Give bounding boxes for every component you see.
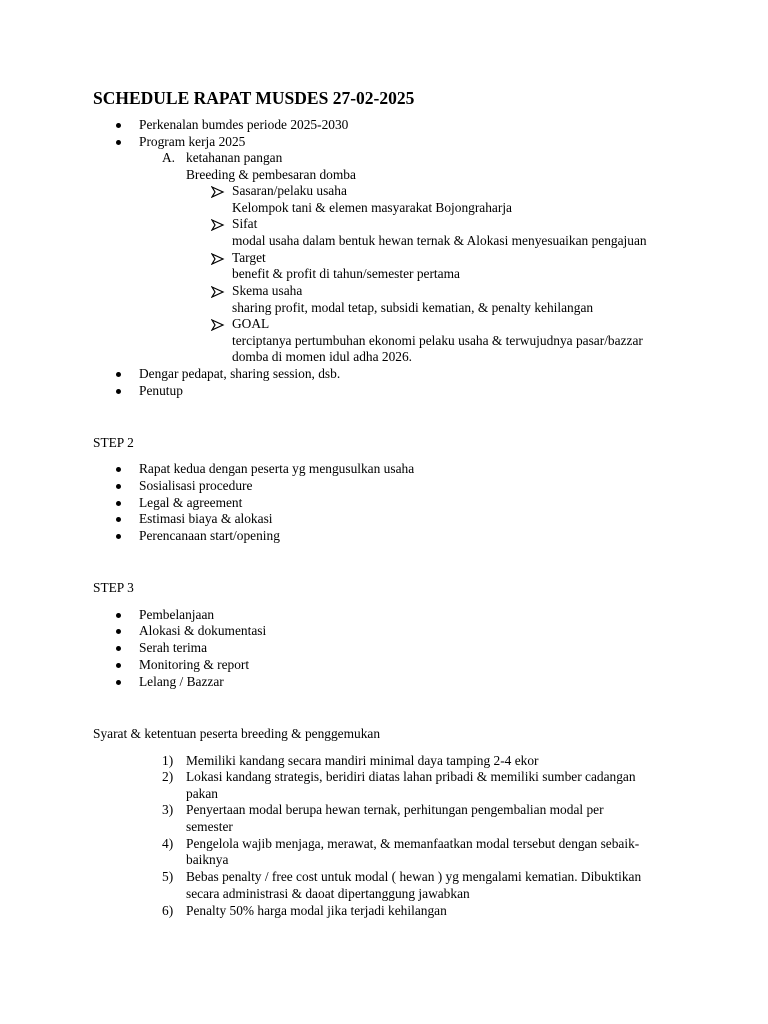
terms-item-text: Lokasi kandang strategis, beridiri diatas lahan pribadi & memiliki sumber cadangan — [186, 769, 636, 784]
program-item-label: Sasaran/pelaku usaha — [232, 183, 347, 198]
bullet-icon — [116, 646, 121, 651]
terms-item-text: pakan — [186, 786, 218, 801]
list-number: 3) — [162, 802, 174, 817]
list-marker: A. — [162, 150, 176, 165]
arrow-bullet-icon — [211, 253, 225, 265]
step3-item: Lelang / Bazzar — [139, 674, 224, 689]
list-number: 1) — [162, 753, 174, 768]
bullet-icon — [116, 663, 121, 668]
agenda-item: Program kerja 2025 — [139, 134, 246, 149]
bullet-icon — [116, 484, 121, 489]
program-item-text: domba di momen idul adha 2026. — [232, 349, 413, 364]
document-title: SCHEDULE RAPAT MUSDES 27-02-2025 — [93, 88, 415, 108]
bullet-icon — [116, 501, 121, 506]
bullet-icon — [116, 680, 121, 685]
terms-item-text: semester — [186, 819, 233, 834]
bullet-icon — [116, 534, 121, 539]
terms-item-text: Penalty 50% harga modal jika terjadi kehilangan — [186, 903, 447, 918]
arrow-bullet-icon — [211, 286, 225, 298]
agenda-item: Dengar pedapat, sharing session, dsb. — [139, 366, 341, 381]
step2-item: Rapat kedua dengan peserta yg mengusulkan usaha — [139, 461, 415, 476]
step3-heading: STEP 3 — [93, 580, 134, 595]
program-item-label: Sifat — [232, 216, 258, 231]
program-item-text: Kelompok tani & elemen masyarakat Bojongraharja — [232, 200, 512, 215]
step2-item: Perencanaan start/opening — [139, 528, 280, 543]
step3-item: Pembelanjaan — [139, 607, 215, 622]
bullet-icon — [116, 517, 121, 522]
terms-item-text: Memiliki kandang secara mandiri minimal daya tamping 2-4 ekor — [186, 753, 539, 768]
bullet-icon — [116, 123, 121, 128]
list-number: 2) — [162, 769, 174, 784]
bullet-icon — [116, 140, 121, 145]
program-heading: ketahanan pangan — [186, 150, 283, 165]
agenda-item: Perkenalan bumdes periode 2025-2030 — [139, 117, 349, 132]
arrow-bullet-icon — [211, 219, 225, 231]
bullet-icon — [116, 467, 121, 472]
program-subheading: Breeding & pembesaran domba — [186, 167, 356, 182]
list-number: 5) — [162, 869, 174, 884]
step3-item: Monitoring & report — [139, 657, 250, 672]
step2-item: Sosialisasi procedure — [139, 478, 253, 493]
program-item-text: modal usaha dalam bentuk hewan ternak & Alokasi menyesuaikan pengajuan — [232, 233, 647, 248]
step2-heading: STEP 2 — [93, 435, 134, 450]
terms-item-text: Bebas penalty / free cost untuk modal ( hewan ) yg mengalami kematian. Dibuktikan — [186, 869, 642, 884]
program-item-label: Skema usaha — [232, 283, 303, 298]
bullet-icon — [116, 613, 121, 618]
step2-item: Legal & agreement — [139, 495, 243, 510]
program-item-text: terciptanya pertumbuhan ekonomi pelaku usaha & terwujudnya pasar/bazzar — [232, 333, 643, 348]
program-item-text: benefit & profit di tahun/semester pertama — [232, 266, 460, 281]
arrow-bullet-icon — [211, 186, 225, 198]
bullet-icon — [116, 372, 121, 377]
terms-item-text: baiknya — [186, 852, 229, 867]
list-number: 4) — [162, 836, 174, 851]
step2-item: Estimasi biaya & alokasi — [139, 511, 273, 526]
terms-heading: Syarat & ketentuan peserta breeding & penggemukan — [93, 726, 381, 741]
terms-item-text: secara administrasi & daoat dipertanggung jawabkan — [186, 886, 470, 901]
program-item-text: sharing profit, modal tetap, subsidi kematian, & penalty kehilangan — [232, 300, 594, 315]
bullet-icon — [116, 629, 121, 634]
arrow-bullet-icon — [211, 319, 225, 331]
agenda-item: Penutup — [139, 383, 183, 398]
step3-item: Alokasi & dokumentasi — [139, 623, 267, 638]
terms-item-text: Penyertaan modal berupa hewan ternak, perhitungan pengembalian modal per — [186, 802, 604, 817]
program-item-label: Target — [232, 250, 266, 265]
list-number: 6) — [162, 903, 174, 918]
program-item-label: GOAL — [232, 316, 270, 331]
terms-item-text: Pengelola wajib menjaga, merawat, & memanfaatkan modal tersebut dengan sebaik- — [186, 836, 640, 851]
step3-item: Serah terima — [139, 640, 208, 655]
bullet-icon — [116, 389, 121, 394]
